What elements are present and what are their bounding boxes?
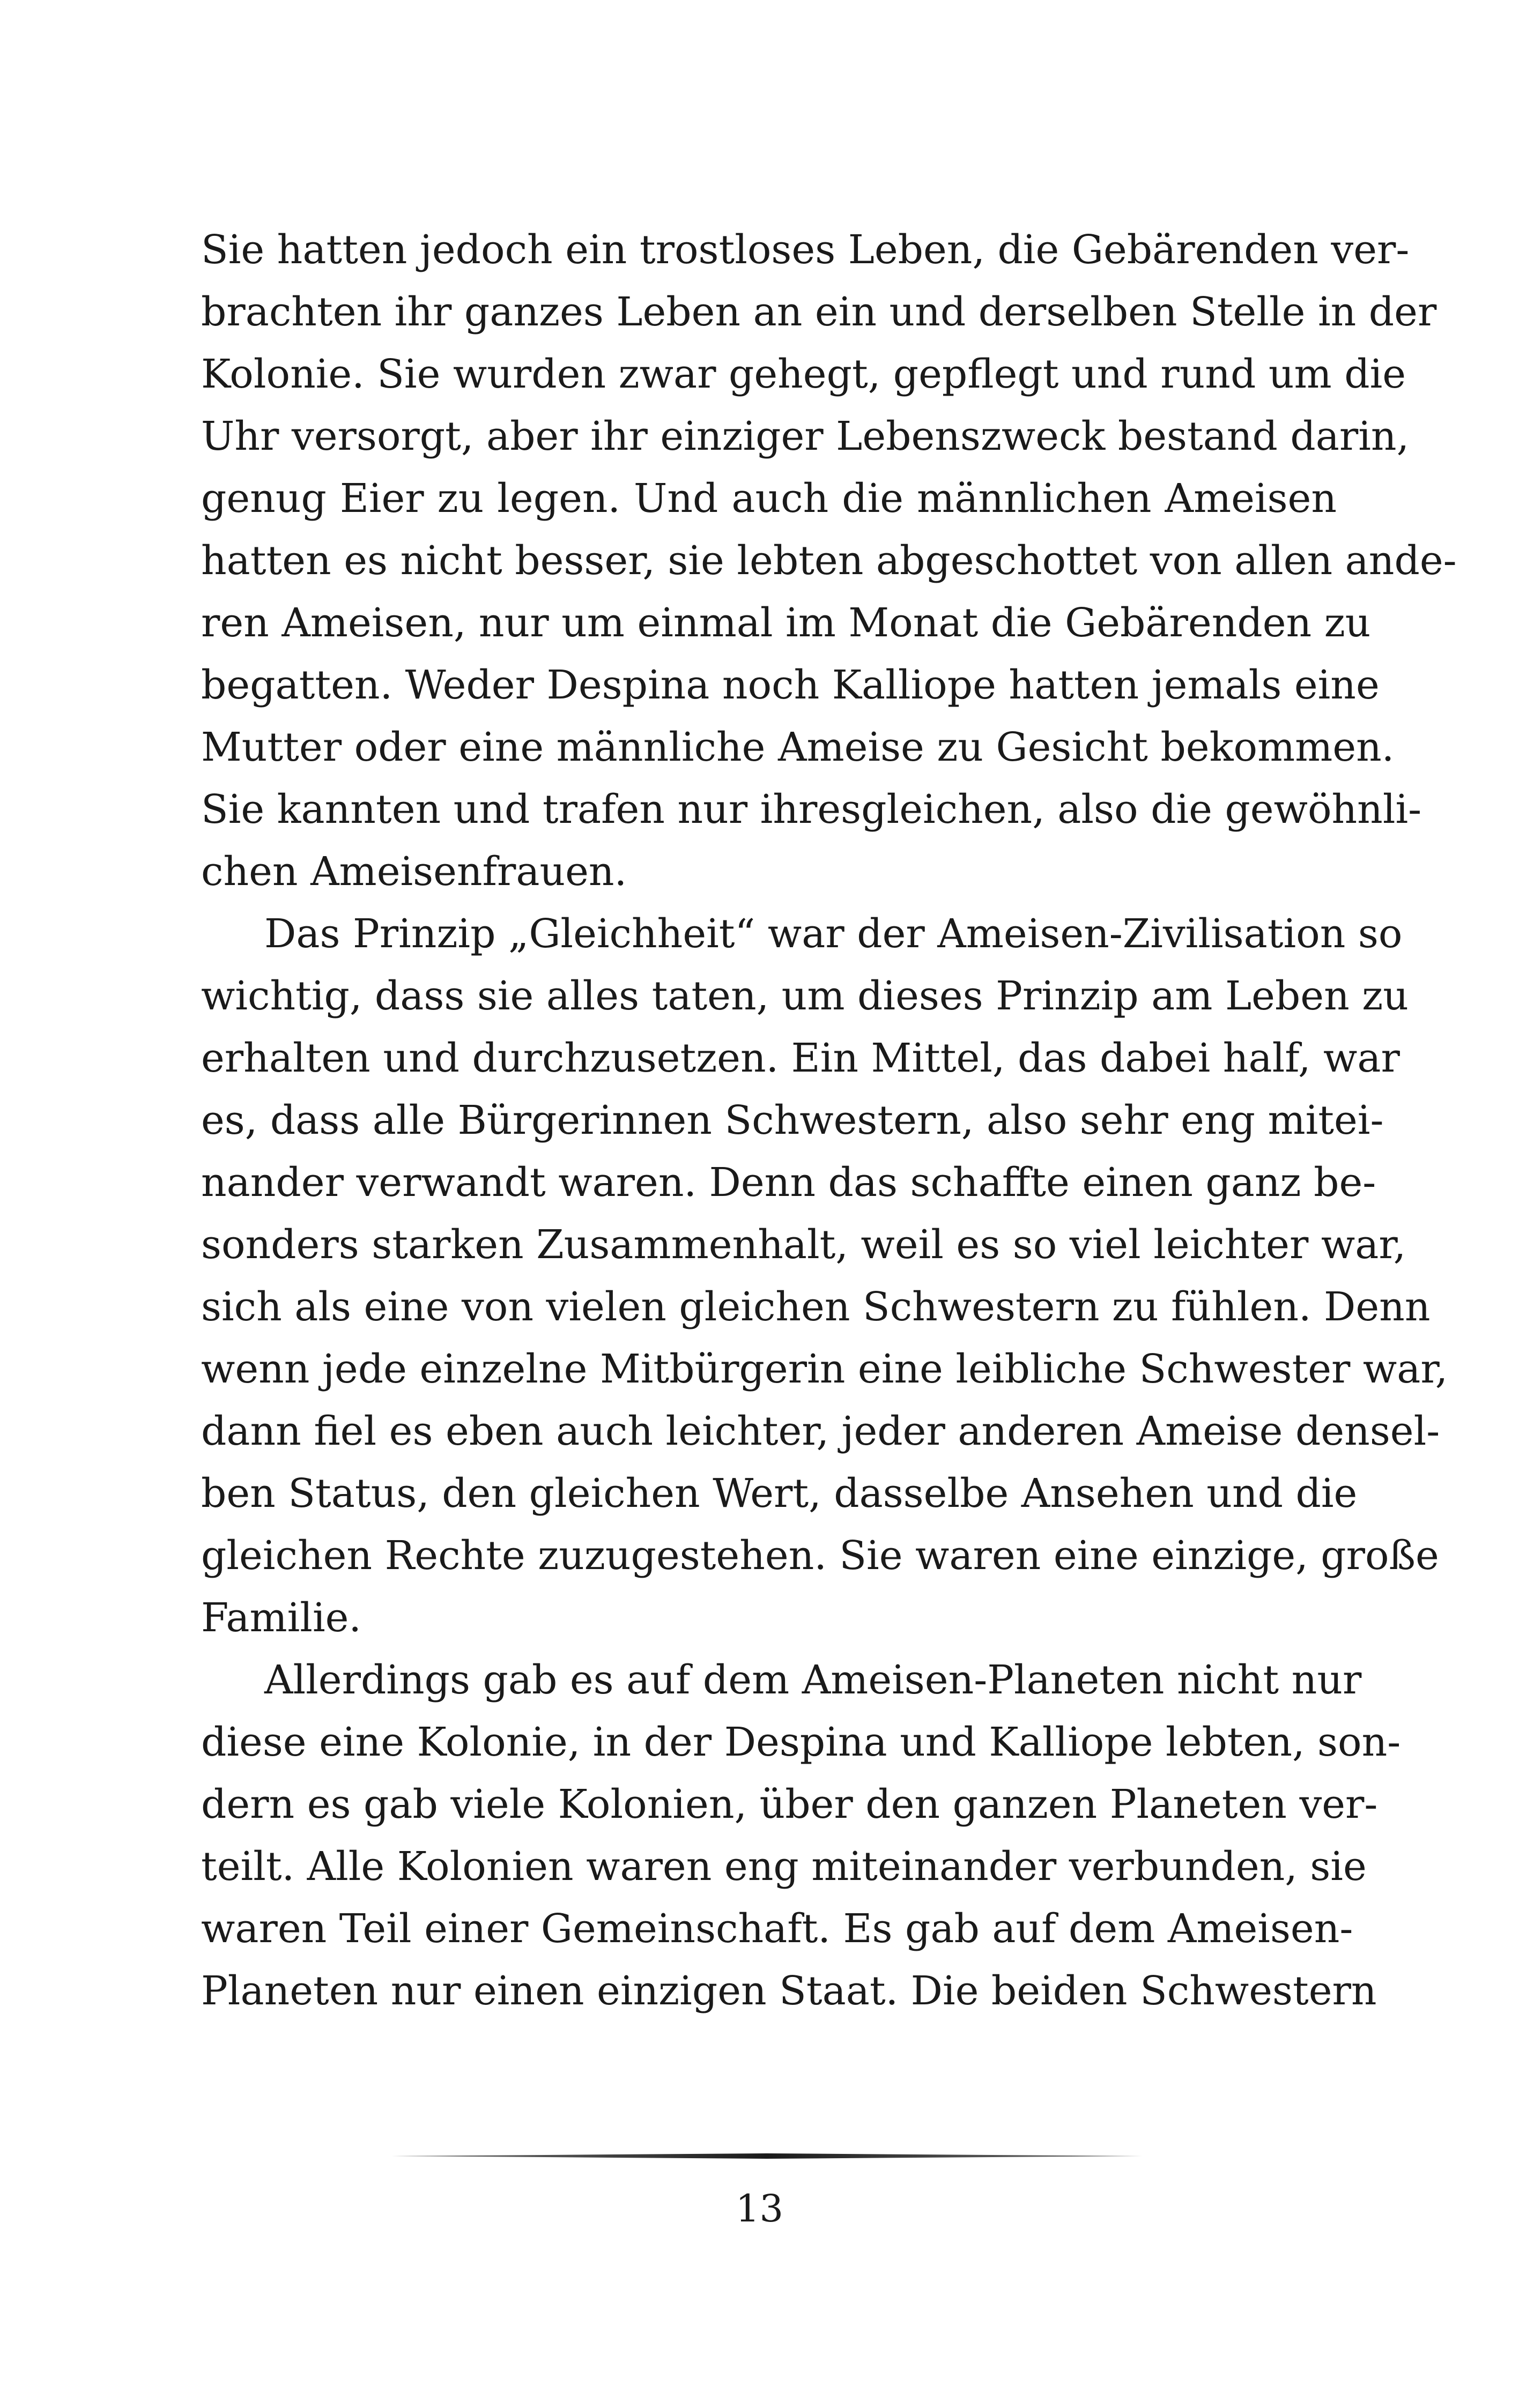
body-text <box>201 219 1457 2022</box>
text-line: waren Teil einer Gemeinschaft. Es gab auf dem Ameisen- <box>201 1906 1353 1952</box>
text-line: hatten es nicht besser, sie lebten abgeschottet von allen ande- <box>201 538 1457 584</box>
paragraph <box>201 903 1448 1649</box>
text-line: Kolonie. Sie wurden zwar gehegt, gepflegt und rund um die <box>201 351 1406 397</box>
paragraph <box>201 219 1457 903</box>
text-line: ren Ameisen, nur um einmal im Monat die Gebärenden zu <box>201 600 1371 646</box>
text-line: sich als eine von vielen gleichen Schwestern zu fühlen. Denn <box>201 1284 1431 1330</box>
text-line: Sie kannten und trafen nur ihresgleichen, also die gewöhnli- <box>201 786 1422 833</box>
text-line: wichtig, dass sie alles taten, um dieses Prinzip am Leben zu <box>201 973 1409 1019</box>
text-line: wenn jede einzelne Mitbürgerin eine leibliche Schwester war, <box>201 1346 1448 1392</box>
text-line: ben Status, den gleichen Wert, dasselbe Ansehen und die <box>201 1470 1358 1517</box>
text-line: Das Prinzip „Gleichheit“ war der Ameisen-Zivilisation so <box>264 911 1403 957</box>
text-line: diese eine Kolonie, in der Despina und Kalliope lebten, son- <box>201 1719 1401 1765</box>
text-line: chen Ameisenfrauen. <box>201 849 627 895</box>
text-line: nander verwandt waren. Denn das schaffte einen ganz be- <box>201 1160 1376 1206</box>
text-line: Planeten nur einen einzigen Staat. Die beiden Schwestern <box>201 1968 1377 2014</box>
text-line: es, dass alle Bürgerinnen Schwestern, also sehr eng mitei- <box>201 1097 1384 1143</box>
text-line: Familie. <box>201 1595 361 1641</box>
text-line: sonders starken Zusammenhalt, weil es so viel leichter war, <box>201 1222 1406 1268</box>
text-line: Uhr versorgt, aber ihr einziger Lebenszweck bestand darin, <box>201 413 1410 459</box>
text-line: Allerdings gab es auf dem Ameisen-Planeten nicht nur <box>264 1657 1362 1703</box>
text-line: brachten ihr ganzes Leben an ein und derselben Stelle in der <box>201 289 1437 335</box>
footer-rule <box>391 2153 1142 2159</box>
text-line: genug Eier zu legen. Und auch die männlichen Ameisen <box>201 475 1337 522</box>
text-line: Sie hatten jedoch ein trostloses Leben, die Gebärenden ver- <box>201 227 1410 273</box>
text-line: teilt. Alle Kolonien waren eng miteinander verbunden, sie <box>201 1844 1367 1890</box>
text-line: erhalten und durchzusetzen. Ein Mittel, das dabei half, war <box>201 1035 1400 1081</box>
text-line: dern es gab viele Kolonien, über den ganzen Planeten ver- <box>201 1781 1378 1827</box>
text-line: dann fiel es eben auch leichter, jeder anderen Ameise densel- <box>201 1408 1440 1454</box>
page-number: 13 <box>735 2187 784 2231</box>
text-line: Mutter oder eine männliche Ameise zu Gesicht bekommen. <box>201 724 1395 770</box>
paragraph <box>201 1649 1401 2022</box>
text-line: gleichen Rechte zuzugestehen. Sie waren eine einzige, große <box>201 1533 1439 1579</box>
text-line: begatten. Weder Despina noch Kalliope hatten jemals eine <box>201 662 1380 708</box>
